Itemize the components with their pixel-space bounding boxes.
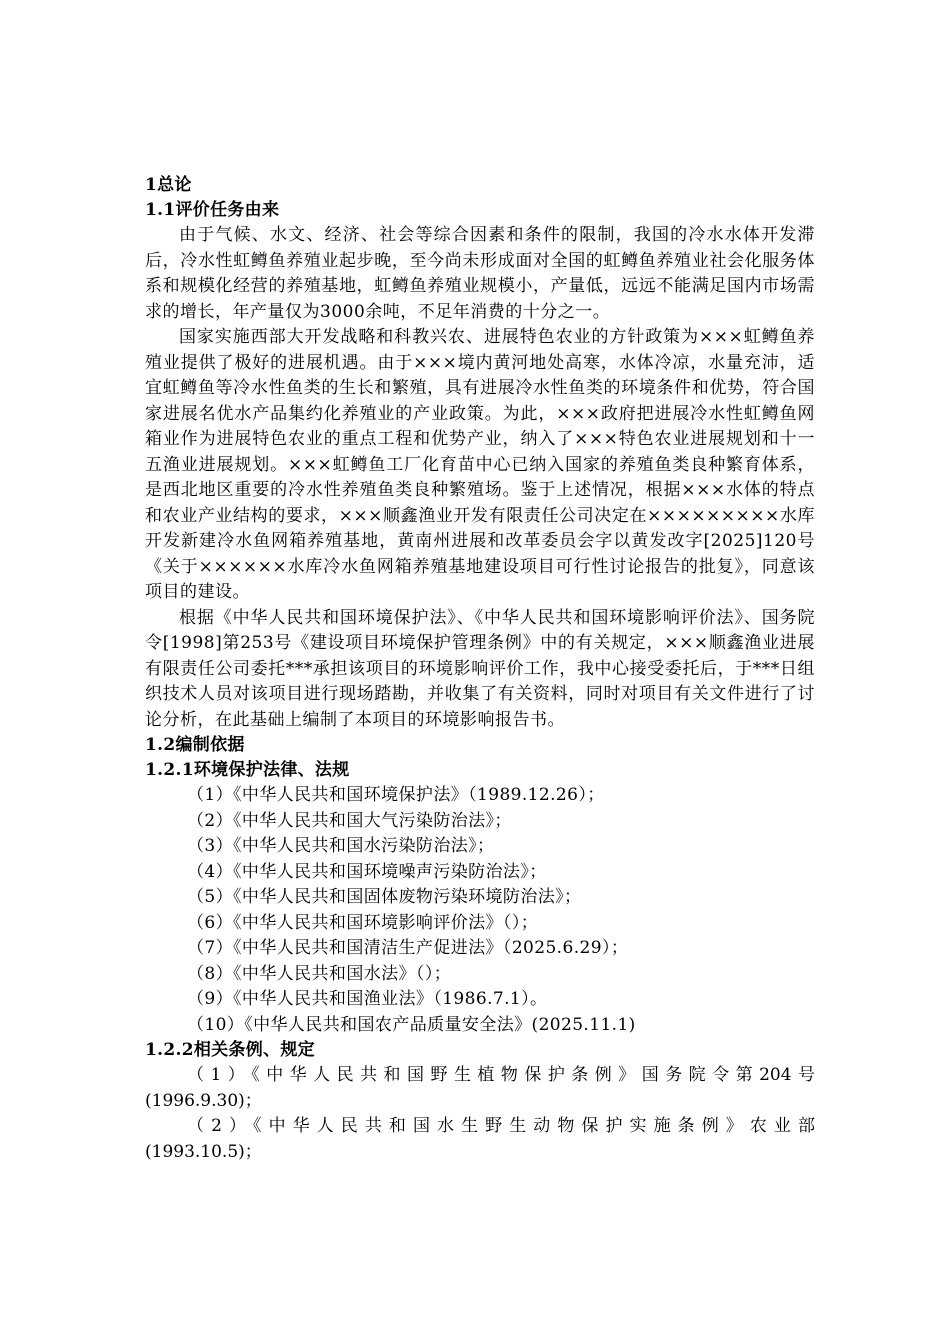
regulation-item-line: （2）《中华人民共和国水生野生动物保护实施条例》农业部 <box>187 1116 815 1136</box>
section-title-1-1: 1.1评价任务由来 <box>145 200 280 220</box>
section-title-1-2-1: 1.2.1环境保护法律、法规 <box>145 760 350 780</box>
law-list-item: （4）《中华人民共和国环境噪声污染防治法》； <box>187 861 547 882</box>
section-title-1-2: 1.2编制依据 <box>145 735 245 755</box>
law-list-item: （9）《中华人民共和国渔业法》（1986.7.1）。 <box>187 989 548 1009</box>
law-list-item: （8）《中华人民共和国水法》（）； <box>187 963 452 984</box>
section-title-1: 1总论 <box>145 175 192 195</box>
regulation-list-item <box>145 1063 815 1114</box>
law-list-item: （3）《中华人民共和国水污染防治法》； <box>187 836 495 856</box>
law-list-item: （10）《中华人民共和国农产品质量安全法》(2025.11.1) <box>187 1014 636 1035</box>
section-title-1-2-2: 1.2.2相关条例、规定 <box>145 1040 315 1060</box>
law-list-item: （2）《中华人民共和国大气污染防治法》； <box>187 810 512 831</box>
regulation-item-date: (1996.9.30)； <box>145 1090 262 1111</box>
law-list-item: （7）《中华人民共和国清洁生产促进法》（2025.6.29）； <box>187 938 629 958</box>
law-list-item: （5）《中华人民共和国固体废物污染环境防治法》； <box>187 887 582 907</box>
law-list-item: （6）《中华人民共和国环境影响评价法》（）； <box>187 912 539 933</box>
regulation-list-item <box>145 1114 815 1165</box>
regulation-item-line: （1）《中华人民共和国野生植物保护条例》国务院令第204号 <box>187 1065 815 1085</box>
regulation-item-date: (1993.10.5)； <box>145 1141 262 1162</box>
paragraph-1: 由于气候、水文、经济、社会等综合因素和条件的限制，我国的冷水水体开发滞后，冷水性虹鳟鱼养殖业起步晚，至今尚未形成面对全国的虹鳟鱼养殖业社会化服务体系和规模化经营的养殖基地，虹鳟鱼养殖业规模小，产量低，远远不能满足国内市场需求的增长，年产量仅为3000余吨，不足年消费的十分之一。 <box>145 225 815 322</box>
paragraph-2: 国家实施西部大开发战略和科教兴农、进展特色农业的方针政策为×××虹鳟鱼养殖业提供了极好的进展机遇。由于×××境内黄河地处高寒，水体冷凉，水量充沛，适宜虹鳟鱼等冷水性鱼类的生长和繁殖，具有进展冷水性鱼类的环境条件和优势，符合国家进展名优水产品集约化养殖业的产业政策。为此，×××政府把进展冷水性虹鳟鱼网箱业作为进展特色农业的重点工程和优势产业，纳入了×××特色农业进展规划和十一五渔业进展规划。×××虹鳟鱼工厂化育苗中心已纳入国家的养殖鱼类良种繁育体系，是西北地区重要的冷水性养殖鱼类良种繁殖场。鉴于上述情况，根据×××水体的特点和农业产业结构的要求，×××顺鑫渔业开发有限责任公司决定在×××××××××水库开发新建冷水鱼网箱养殖基地，黄南州进展和改革委员会字以黄发改字[2025]120号《关于××××××水库冷水鱼网箱养殖基地建设项目可行性讨论报告的批复》，同意该项目的建设。 <box>145 327 815 602</box>
paragraph-3: 根据《中华人民共和国环境保护法》、《中华人民共和国环境影响评价法》、国务院令[1998]第253号《建设项目环境保护管理条例》中的有关规定，×××顺鑫渔业进展有限责任公司委托***承担该项目的环境影响评价工作，我中心接受委托后，于***日组织技术人员对该项目进行现场踏勘，并收集了有关资料，同时对项目有关文件进行了讨论分析，在此基础上编制了本项目的环境影响报告书。 <box>145 607 815 730</box>
law-list-item: （1）《中华人民共和国环境保护法》（1989.12.26）； <box>187 785 605 805</box>
document-page <box>145 173 815 1165</box>
